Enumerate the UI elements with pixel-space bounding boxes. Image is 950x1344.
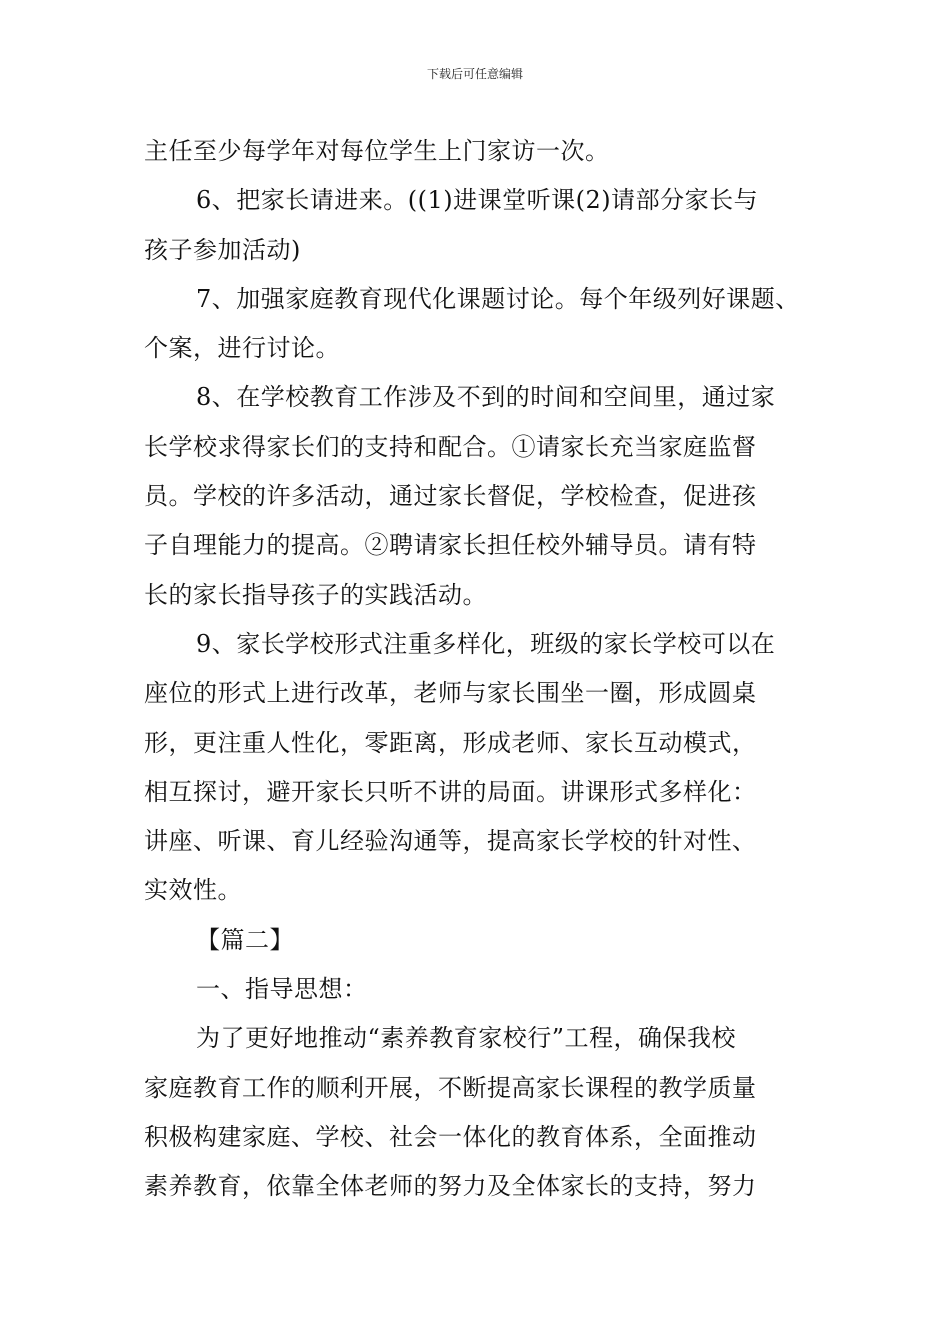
text-line: 长学校求得家长们的支持和配合。①请家长充当家庭监督 (144, 432, 757, 461)
text-line: 8、在学校教育工作涉及不到的时间和空间里，通过家 (196, 383, 776, 412)
text-line: 素养教育，依靠全体老师的努力及全体家长的支持，努力 (144, 1172, 757, 1201)
section-heading: 【篇二】 (196, 925, 294, 954)
text-line: 积极构建家庭、学校、社会一体化的教育体系，全面推动 (144, 1122, 757, 1151)
document-body (144, 127, 824, 1212)
text-line: 9、家长学校形式注重多样化，班级的家长学校可以在 (196, 629, 776, 658)
subsection-heading: 一、指导思想： (196, 975, 368, 1004)
page-header: 下载后可任意编辑 (426, 67, 523, 81)
text-line: 主任至少每学年对每位学生上门家访一次。 (144, 137, 610, 165)
text-line: 家庭教育工作的顺利开展，不断提高家长课程的教学质量 (144, 1073, 757, 1102)
text-line: 为了更好地推动“素养教育家校行”工程，确保我校 (196, 1024, 737, 1053)
text-line: 6、把家长请进来。((1)进课堂听课(2)请部分家长与 (196, 186, 759, 215)
text-line: 7、加强家庭教育现代化课题讨论。每个年级列好课题、 (196, 284, 800, 313)
text-line: 实效性。 (144, 876, 242, 905)
text-line: 个案，进行讨论。 (144, 334, 340, 363)
text-line: 长的家长指导孩子的实践活动。 (144, 580, 487, 609)
text-line: 孩子参加活动) (144, 235, 301, 264)
text-line: 相互探讨，避开家长只听不讲的局面。讲课形式多样化： (144, 777, 757, 806)
text-line: 子自理能力的提高。②聘请家长担任校外辅导员。请有特 (144, 531, 757, 560)
text-line: 讲座、听课、育儿经验沟通等，提高家长学校的针对性、 (144, 827, 757, 856)
text-line: 形，更注重人性化，零距离，形成老师、家长互动模式， (144, 728, 757, 757)
text-line: 座位的形式上进行改革，老师与家长围坐一圈，形成圆桌 (144, 679, 757, 708)
text-line: 员。学校的许多活动，通过家长督促，学校检查，促进孩 (144, 482, 757, 511)
